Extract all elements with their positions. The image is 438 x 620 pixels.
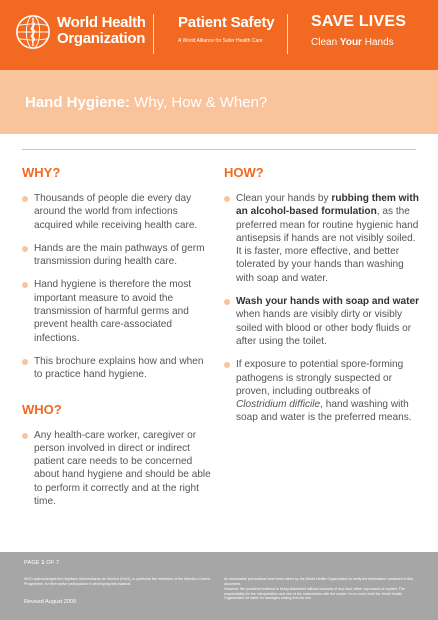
header-divider — [153, 14, 154, 54]
divider-line — [22, 149, 416, 150]
page-indicator: PAGE 1 OF 7 — [24, 560, 60, 566]
bullet-dot-icon — [22, 359, 28, 365]
list-item: Thousands of people die every day around the world from infections acquired while receiving health care. — [22, 192, 212, 232]
campaign-subtitle: Clean Your Hands — [311, 37, 394, 48]
bullet-dot-icon — [224, 362, 230, 368]
list-item: Hand hygiene is therefore the most important measure to avoid the transmission of harmful germs and prevent health care-associated infections. — [22, 278, 212, 344]
right-column — [224, 165, 420, 435]
list-item: Hands are the main pathways of germ transmission during health care. — [22, 242, 212, 269]
who-emblem-icon — [14, 13, 52, 51]
list-item: This brochure explains how and when to practice hand hygiene. — [22, 355, 212, 382]
who-list — [22, 429, 212, 509]
acknowledgement-text: WHO acknowledges the Hôpitaux Universitaires de Genève (HUG), in particular the members of the Infection Control Programme, for their active participation in developing this material. — [24, 577, 211, 586]
bullet-dot-icon — [224, 299, 230, 305]
page-title: Hand Hygiene: Why, How & When? — [25, 94, 268, 111]
campaign-title: SAVE LIVES — [311, 13, 407, 30]
header-divider — [287, 14, 288, 54]
title-band — [0, 70, 438, 134]
program-subtitle: A World Alliance for Safer Health Care — [178, 38, 263, 44]
bullet-dot-icon — [22, 433, 28, 439]
list-item: Any health-care worker, caregiver or person involved in direct or indirect patient care needs to be concerned about hand hygiene and should be able to perform it correctly and at the right time. — [22, 429, 212, 509]
program-title: Patient Safety — [178, 14, 275, 31]
list-item: Wash your hands with soap and water when hands are visibly dirty or visibly soiled with blood or other body fluids or after using the toilet. — [224, 295, 420, 348]
org-name — [57, 15, 146, 47]
list-item: Clean your hands by rubbing them with an alcohol-based formulation, as the preferred mean for routine hygienic hand antisepsis if hands are not visibly soiled. It is faster, more effective, and better tolerated by your hands than washing with soap and water. — [224, 192, 420, 285]
bullet-dot-icon — [22, 246, 28, 252]
left-column — [22, 165, 212, 518]
disclaimer-text: However, the published material is being distributed without warranty of any kind, either expressed or implied. The responsibility for the interpretation and use of the material lies with the reader. In no event shall the World Health Organization be liable for damages arising from its use. — [224, 587, 405, 601]
list-item: If exposure to potential spore-forming pathogens is strongly suspected or proven, including outbreaks of Clostridium difficile, hand washing with soap and water is the preferred means. — [224, 358, 420, 424]
bullet-dot-icon — [22, 282, 28, 288]
org-name-line1: World Health — [57, 14, 146, 31]
bullet-dot-icon — [22, 196, 28, 202]
how-heading: HOW? — [224, 165, 264, 180]
who-heading: WHO? — [22, 401, 62, 417]
footer — [0, 552, 438, 620]
revision-date: Revised August 2009 — [24, 599, 76, 605]
header-bar — [0, 0, 438, 70]
why-list — [22, 192, 212, 382]
how-list — [224, 192, 420, 425]
why-heading: WHY? — [22, 165, 61, 180]
org-name-line2: Organization — [57, 30, 146, 47]
bullet-dot-icon — [224, 196, 230, 202]
disclaimer-text: All reasonable precautions have been taken by the World Health Organization to verify the information contained in this document. — [224, 577, 414, 586]
